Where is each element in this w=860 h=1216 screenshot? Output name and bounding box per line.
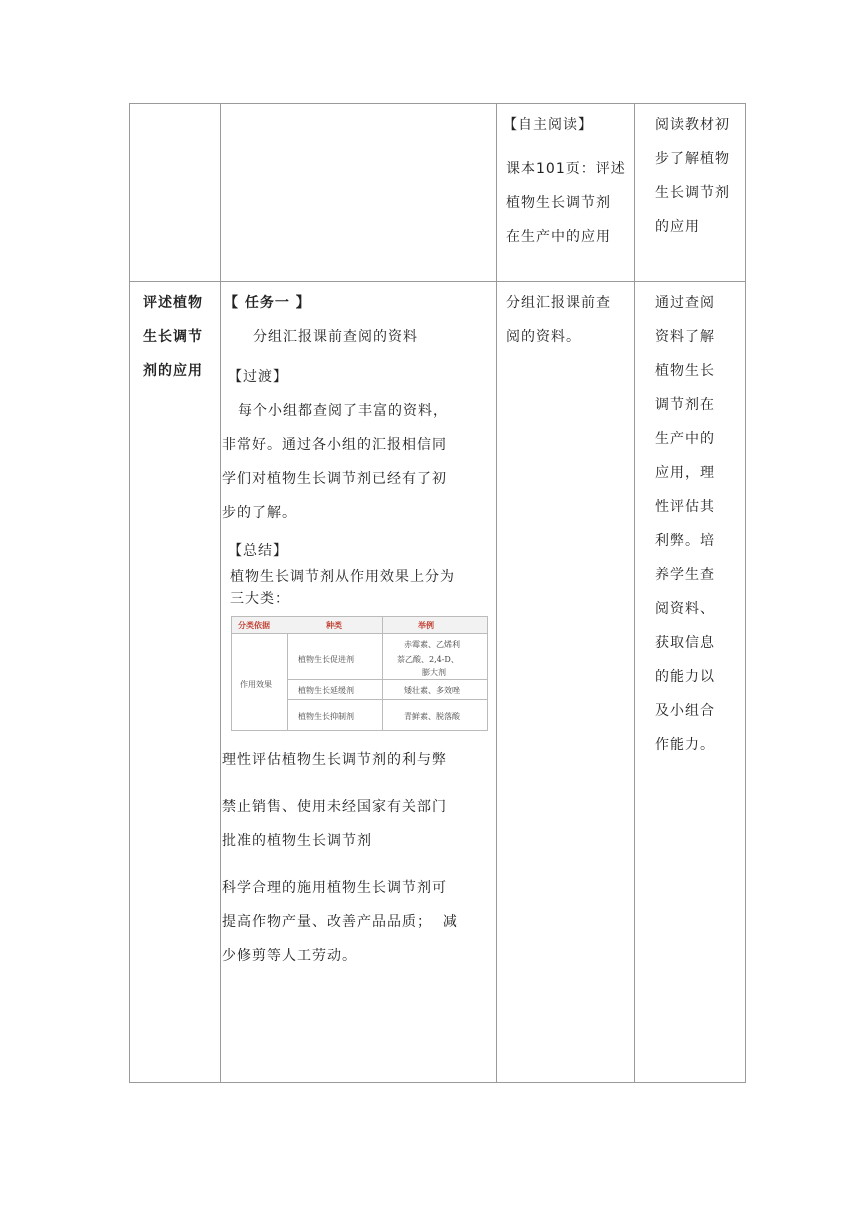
kind-cell: 植物生长抑制剂 (298, 712, 354, 721)
self-reading-heading: 【自主阅读】 (503, 117, 593, 133)
cell-divider (287, 699, 487, 700)
example-cell: 矮壮素、多效唑 (404, 686, 460, 695)
cell-divider (287, 633, 288, 730)
summary-line: 植物生长调节剂从作用效果上分为 (230, 569, 455, 585)
transition-line: 每个小组都查阅了丰富的资料， (238, 403, 448, 419)
science-line: 少修剪等人工劳动。 (222, 948, 357, 964)
example-cell: 青鲜素、脱落酸 (404, 712, 460, 721)
example-cell: 赤霉素、乙烯利 (404, 640, 460, 649)
row-divider (130, 281, 745, 282)
header-cell: 种类 (326, 620, 342, 630)
student-activity-text: 分组汇报课前查 阅的资料。 (506, 295, 611, 345)
summary-line: 三大类： (230, 591, 290, 607)
summary-heading: 【总结】 (228, 543, 288, 559)
task-text: 分组汇报课前查阅的资料 (253, 329, 418, 345)
header-cell: 举例 (418, 620, 434, 630)
science-line: 科学合理的施用植物生长调节剂可 (222, 880, 447, 896)
row1-intent-text: 阅读教材初 步了解植物 生长调节剂 的应用 (655, 117, 730, 235)
evaluate-text: 理性评估植物生长调节剂的利与弊 (222, 752, 447, 768)
column-divider (220, 104, 221, 1082)
science-line: 提高作物产量、改善产品品质； 减 (222, 914, 458, 930)
transition-line: 非常好。通过各小组的汇报相信同 (222, 437, 447, 453)
kind-cell: 植物生长促进剂 (298, 655, 354, 664)
cell-divider (382, 617, 383, 730)
example-cell: 萘乙酸、2,4-D、 (397, 655, 459, 664)
ban-line: 批准的植物生长调节剂 (222, 833, 372, 849)
classification-table-header (232, 617, 487, 634)
ban-line: 禁止销售、使用未经国家有关部门 (222, 799, 447, 815)
column-divider (634, 104, 635, 1082)
column-divider (496, 104, 497, 1082)
cell-divider (287, 679, 487, 680)
transition-line: 步的了解。 (222, 505, 297, 521)
task-heading: 【 任务一 】 (224, 295, 311, 311)
design-intent-text: 通过查阅 资料了解 植物生长 调节剂在 生产中的 应用，理 性评估其 利弊。培 养学生查 阅资料、 获取信息 的能力以 及小组合 作能力。 (655, 295, 715, 753)
header-cell: 分类依据 (238, 620, 270, 630)
basis-cell: 作用效果 (240, 680, 272, 689)
section-title: 评述植物 生长调节 剂的应用 (143, 295, 203, 379)
kind-cell: 植物生长延缓剂 (298, 686, 354, 695)
self-reading-text: 课本101页：评述 植物生长调节剂 在生产中的应用 (506, 161, 626, 245)
transition-heading: 【过渡】 (228, 369, 288, 385)
transition-line: 学们对植物生长调节剂已经有了初 (222, 471, 447, 487)
classification-table (231, 616, 488, 731)
example-cell: 膨大剂 (422, 668, 446, 677)
